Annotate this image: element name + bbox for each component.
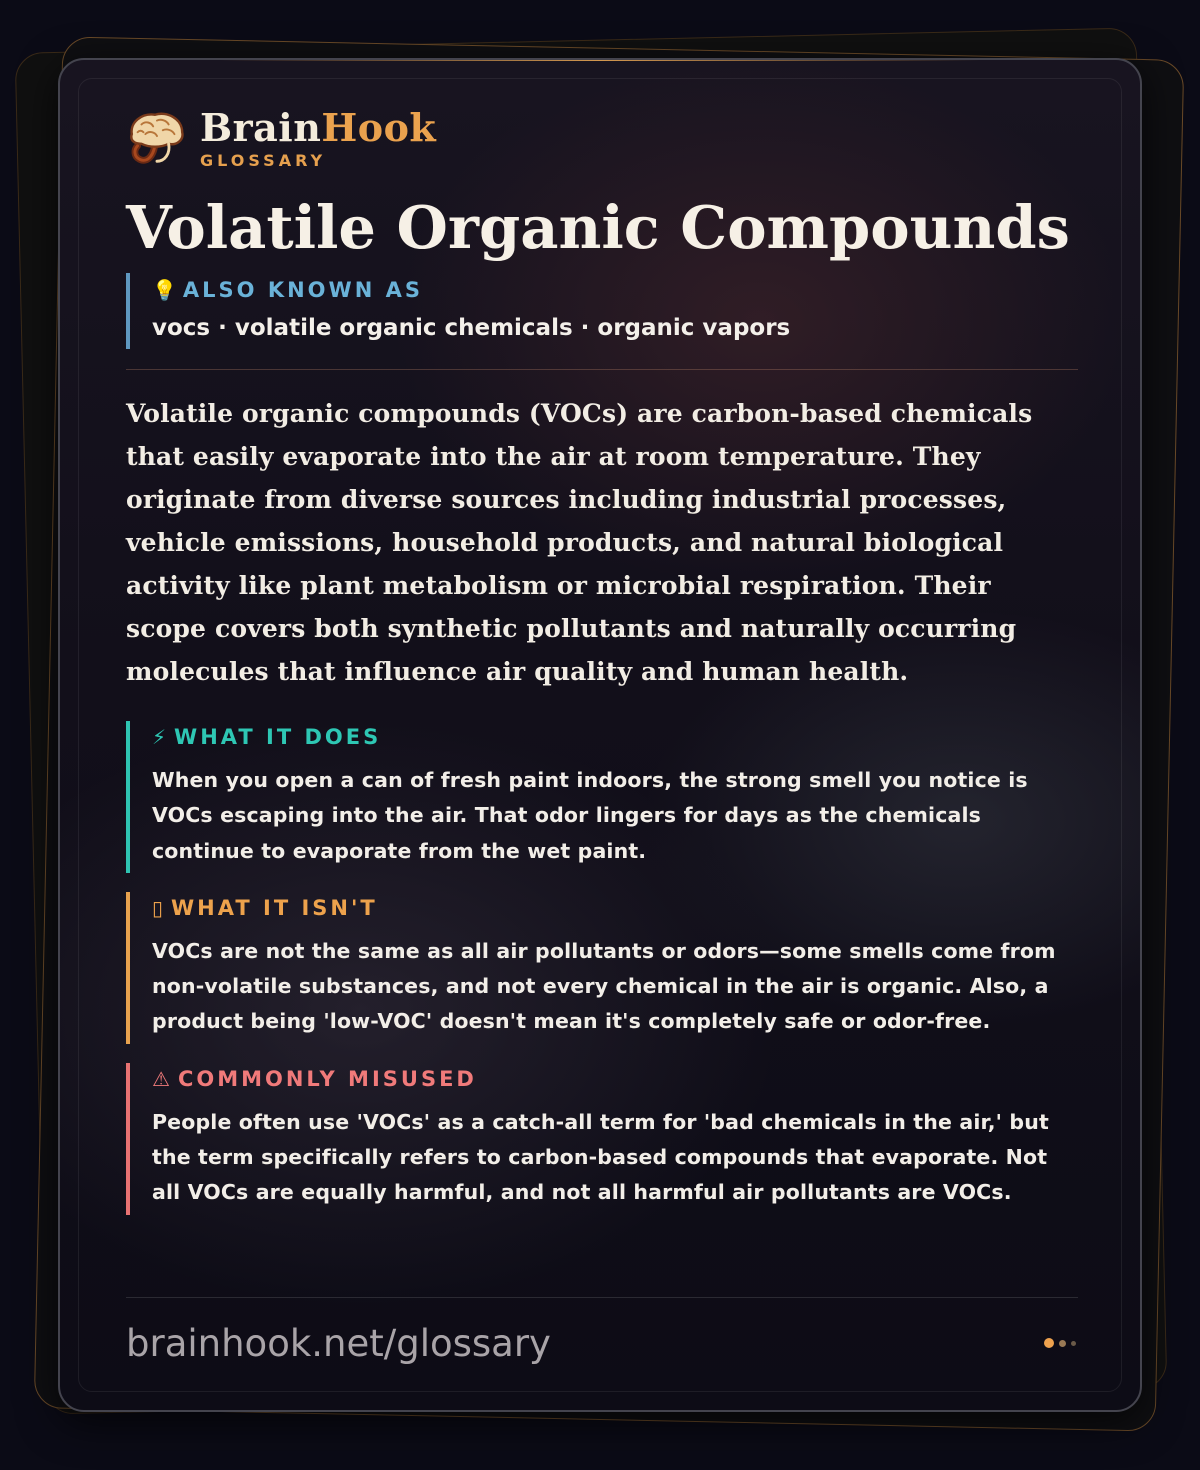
definition-text: Volatile organic compounds (VOCs) are carbon-based chemicals that easily evaporate into the air at room temperature. They originate from diverse sources including industrial processes, vehicle emissions, household products, and natural biological activity like plant metabolism or microbial respiration. Their scope covers both synthetic pollutants and naturally occurring molecules that influence air quality and human health. <box>126 399 1033 686</box>
also-known-as-block <box>126 273 1078 349</box>
what-it-does-text: When you open a can of fresh paint indoors, the strong smell you notice is VOCs escaping into the air. That odor lingers for days as the chemicals continue to evaporate from the wet paint. <box>152 768 1028 863</box>
what-it-isnt-section <box>126 892 1078 1044</box>
commonly-misused-label-text: COMMONLY MISUSED <box>177 1066 477 1091</box>
term-title: Volatile Organic Compounds <box>126 193 1070 262</box>
what-it-isnt-text: VOCs are not the same as all air pollutants or odors—some smells come from non-volatile substances, and not every chemical in the air is organic. Also, a product being 'low-VOC' doesn't mean it's completely safe or odor-free. <box>152 938 1056 1034</box>
brand-subtitle: GLOSSARY <box>200 150 327 170</box>
no-entry-icon: ▯ <box>152 895 164 920</box>
page-dot <box>1059 1340 1066 1347</box>
commonly-misused-text: People often use 'VOCs' as a catch-all term for 'bad chemicals in the air,' but the term specifically refers to carbon-based compounds that evaporate. Not all VOCs are equally harmful, and not all harmful air pollutants are VOCs. <box>152 1109 1049 1205</box>
what-it-isnt-label <box>152 894 1078 922</box>
warning-icon: ⚠ <box>152 1066 170 1091</box>
page-dot <box>1071 1341 1076 1346</box>
commonly-misused-label <box>152 1065 1078 1093</box>
what-it-does-label-text: WHAT IT DOES <box>174 725 382 749</box>
header-divider <box>126 369 1078 370</box>
brand-name <box>200 104 437 150</box>
brand-name-part2: Hook <box>321 104 437 150</box>
what-it-does-label <box>152 723 1078 751</box>
also-known-as-label <box>152 273 1078 305</box>
brand-header <box>126 100 1078 176</box>
card-content <box>126 100 1078 1215</box>
also-known-as-label-text: ALSO KNOWN AS <box>182 278 423 302</box>
commonly-misused-section <box>126 1063 1078 1215</box>
footer-url[interactable]: brainhook.net/glossary <box>126 1322 551 1365</box>
lightning-icon: ⚡ <box>152 725 167 749</box>
page-indicator-dots <box>1039 1338 1076 1348</box>
also-known-as-values: vocs · volatile organic chemicals · organic vapors <box>152 315 791 341</box>
page-dot-active <box>1044 1338 1054 1348</box>
brain-hook-logo-icon <box>126 107 188 169</box>
card-top-glow <box>220 59 980 61</box>
what-it-isnt-label-text: WHAT IT ISN'T <box>171 895 378 920</box>
lightbulb-icon: 💡 <box>152 278 177 302</box>
glossary-card <box>58 58 1142 1412</box>
brand-name-part1: Brain <box>200 104 322 150</box>
footer-divider <box>126 1297 1078 1298</box>
what-it-does-section <box>126 721 1078 873</box>
